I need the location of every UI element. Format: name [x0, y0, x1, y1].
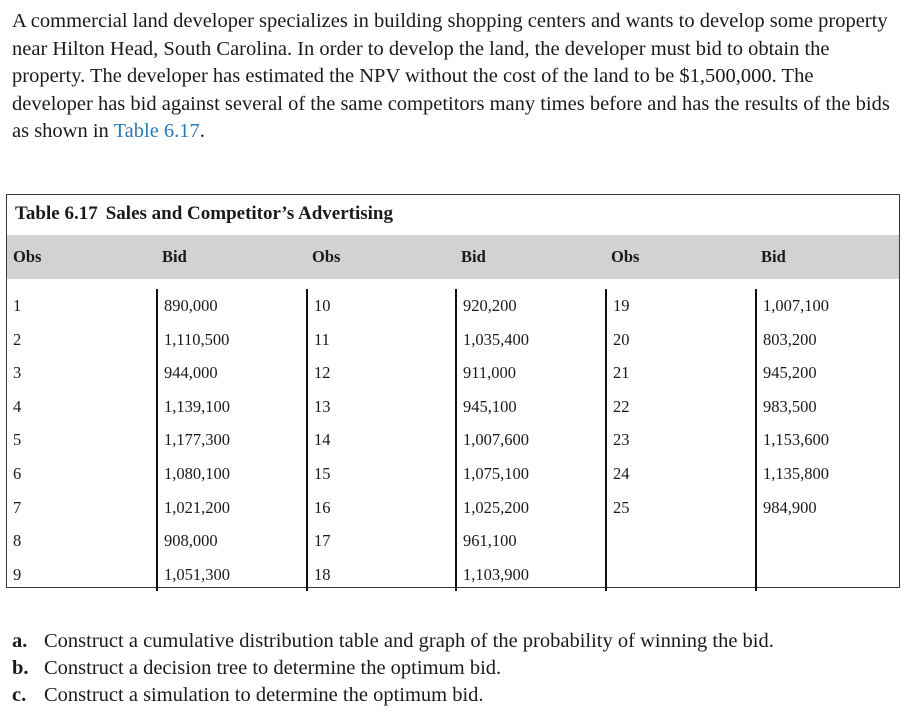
bid-cell: 1,139,100 [156, 390, 306, 424]
header-cell: Obs [611, 247, 640, 266]
question-item [12, 682, 774, 709]
table-row [7, 356, 899, 390]
question-text: Construct a decision tree to determine the optimum bid. [44, 657, 502, 679]
obs-cell: 12 [306, 356, 455, 390]
intro-paragraph [12, 8, 892, 146]
table-row [7, 390, 899, 424]
obs-cell: 6 [13, 463, 22, 483]
bid-cell: 945,100 [455, 390, 605, 424]
obs-cell: 23 [605, 423, 755, 457]
obs-cell: 17 [306, 524, 455, 558]
bid-cell: 1,153,600 [755, 423, 899, 457]
obs-cell [605, 558, 755, 592]
bid-cell: 890,000 [156, 289, 306, 323]
question-text: Construct a simulation to determine the optimum bid. [44, 684, 484, 706]
table-label: Table 6.17 [15, 203, 98, 224]
obs-cell: 8 [13, 531, 22, 551]
question-label: a. [12, 630, 28, 652]
bid-cell: 908,000 [156, 524, 306, 558]
obs-cell: 2 [13, 329, 22, 349]
table-reference-link[interactable]: Table 6.17 [113, 120, 200, 142]
obs-cell: 22 [605, 390, 755, 424]
obs-cell: 1 [13, 296, 22, 315]
table-row [7, 423, 899, 457]
bid-cell: 1,103,900 [455, 558, 605, 592]
question-item [12, 655, 774, 682]
bid-cell: 961,100 [455, 524, 605, 558]
header-cell: Bid [461, 247, 486, 266]
bid-cell: 803,200 [755, 323, 899, 357]
bid-cell: 1,177,300 [156, 423, 306, 457]
question-text: Construct a cumulative distribution table and graph of the probability of winning the bid. [44, 630, 774, 652]
bid-cell: 911,000 [455, 356, 605, 390]
obs-cell: 19 [605, 289, 755, 323]
bid-cell: 984,900 [755, 491, 899, 525]
bid-cell: 1,035,400 [455, 323, 605, 357]
header-cell: Bid [162, 247, 187, 266]
obs-cell: 21 [605, 356, 755, 390]
obs-cell: 4 [13, 396, 22, 416]
table-row [7, 524, 899, 558]
table-row [7, 491, 899, 525]
obs-cell: 3 [13, 363, 22, 383]
question-label: b. [12, 657, 29, 679]
intro-text: A commercial land developer specializes in building shopping centers and wants to develop some property near Hilton Head, South Carolina. In order to develop the land, the developer must bid to obtain the property. The developer has estimated the NPV without the cost of the land to be $1,500,000. The developer has bid against several of the same competitors many times before and has the results of the bids as shown in [12, 10, 890, 142]
intro-text-end: . [199, 120, 205, 142]
obs-cell: 10 [306, 289, 455, 323]
bid-cell: 944,000 [156, 356, 306, 390]
bid-cell: 1,110,500 [156, 323, 306, 357]
table-row [7, 323, 899, 357]
bid-cell: 920,200 [455, 289, 605, 323]
table-row [7, 457, 899, 491]
question-list [12, 628, 774, 709]
bid-cell: 1,080,100 [156, 457, 306, 491]
obs-cell: 11 [306, 323, 455, 357]
table-row [7, 289, 899, 323]
obs-cell: 9 [13, 564, 22, 584]
obs-cell: 18 [306, 558, 455, 592]
table-body [7, 289, 899, 591]
bid-cell: 1,051,300 [156, 558, 306, 592]
bid-cell: 1,021,200 [156, 491, 306, 525]
obs-cell: 25 [605, 491, 755, 525]
table-header-row [7, 235, 899, 279]
table-title: Sales and Competitor’s Advertising [105, 203, 394, 224]
bid-cell [755, 558, 899, 592]
bid-cell: 1,007,100 [755, 289, 899, 323]
table-row [7, 558, 899, 592]
obs-cell: 15 [306, 457, 455, 491]
header-cell: Obs [312, 247, 341, 266]
obs-cell: 13 [306, 390, 455, 424]
obs-cell [605, 524, 755, 558]
obs-cell: 7 [13, 497, 22, 517]
bid-cell: 1,007,600 [455, 423, 605, 457]
question-item [12, 628, 774, 655]
obs-cell: 14 [306, 423, 455, 457]
obs-cell: 20 [605, 323, 755, 357]
bid-cell: 1,075,100 [455, 457, 605, 491]
header-cell: Bid [761, 247, 786, 266]
obs-cell: 5 [13, 430, 22, 450]
table-caption [15, 201, 393, 227]
bid-cell [755, 524, 899, 558]
bid-cell: 1,025,200 [455, 491, 605, 525]
obs-cell: 16 [306, 491, 455, 525]
question-label: c. [12, 684, 27, 706]
bid-cell: 1,135,800 [755, 457, 899, 491]
bid-cell: 945,200 [755, 356, 899, 390]
data-table [6, 194, 900, 588]
obs-cell: 24 [605, 457, 755, 491]
table-grid [7, 235, 899, 591]
header-cell: Obs [13, 247, 42, 266]
bid-cell: 983,500 [755, 390, 899, 424]
